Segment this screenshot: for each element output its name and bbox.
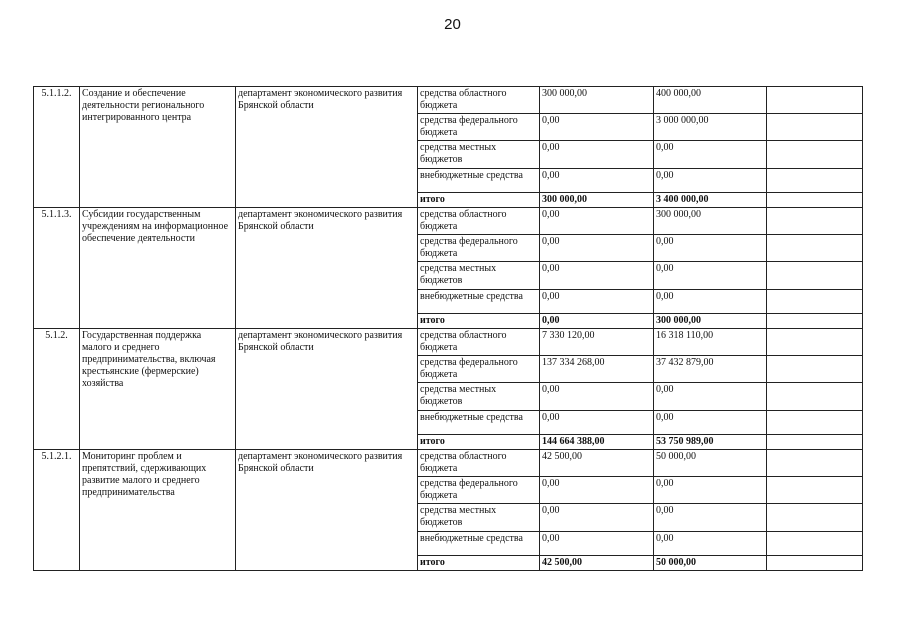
- amount-col2: 0,00: [654, 411, 767, 435]
- amount-col2: 400 000,00: [654, 87, 767, 114]
- item-executor: департамент экономического развития Брянской области: [236, 208, 418, 329]
- amount-col1: 0,00: [540, 314, 654, 329]
- amount-col1: 144 664 388,00: [540, 435, 654, 450]
- funding-source: средства федерального бюджета: [418, 477, 540, 504]
- amount-col1: 300 000,00: [540, 87, 654, 114]
- item-name: Мониторинг проблем и препятствий, сдерживающих развитие малого и среднего предпринимательства: [80, 450, 236, 571]
- amount-col2: 16 318 110,00: [654, 329, 767, 356]
- amount-col1: 0,00: [540, 411, 654, 435]
- amount-col2: 0,00: [654, 290, 767, 314]
- funding-source: средства областного бюджета: [418, 450, 540, 477]
- amount-col3: [767, 435, 863, 450]
- funding-source: средства местных бюджетов: [418, 383, 540, 411]
- item-name: Субсидии государственным учреждениям на информационное обеспечение деятельности: [80, 208, 236, 329]
- item-number: 5.1.1.2.: [34, 87, 80, 208]
- amount-col3: [767, 329, 863, 356]
- funding-source: средства областного бюджета: [418, 208, 540, 235]
- amount-col2: 37 432 879,00: [654, 356, 767, 383]
- amount-col2: 0,00: [654, 504, 767, 532]
- amount-col2: 0,00: [654, 477, 767, 504]
- funding-row: [34, 208, 863, 235]
- funding-source: итого: [418, 435, 540, 450]
- amount-col1: 0,00: [540, 532, 654, 556]
- amount-col2: 50 000,00: [654, 556, 767, 571]
- item-number: 5.1.2.1.: [34, 450, 80, 571]
- funding-source: итого: [418, 314, 540, 329]
- amount-col3: [767, 262, 863, 290]
- funding-source: средства федерального бюджета: [418, 114, 540, 141]
- funding-row: [34, 87, 863, 114]
- funding-source: средства федерального бюджета: [418, 356, 540, 383]
- funding-source: внебюджетные средства: [418, 290, 540, 314]
- amount-col1: 0,00: [540, 114, 654, 141]
- amount-col2: 0,00: [654, 169, 767, 193]
- amount-col1: 0,00: [540, 504, 654, 532]
- amount-col1: 0,00: [540, 141, 654, 169]
- amount-col2: 0,00: [654, 235, 767, 262]
- amount-col3: [767, 114, 863, 141]
- amount-col3: [767, 411, 863, 435]
- funding-source: итого: [418, 556, 540, 571]
- amount-col3: [767, 235, 863, 262]
- budget-table-body: [34, 87, 863, 571]
- amount-col1: 0,00: [540, 477, 654, 504]
- amount-col1: 0,00: [540, 169, 654, 193]
- funding-source: средства местных бюджетов: [418, 262, 540, 290]
- funding-source: внебюджетные средства: [418, 169, 540, 193]
- amount-col1: 42 500,00: [540, 450, 654, 477]
- funding-source: внебюджетные средства: [418, 532, 540, 556]
- amount-col2: 0,00: [654, 262, 767, 290]
- amount-col3: [767, 169, 863, 193]
- amount-col1: 0,00: [540, 383, 654, 411]
- funding-source: внебюджетные средства: [418, 411, 540, 435]
- amount-col1: 0,00: [540, 235, 654, 262]
- amount-col3: [767, 504, 863, 532]
- funding-source: итого: [418, 193, 540, 208]
- amount-col2: 0,00: [654, 141, 767, 169]
- funding-source: средства областного бюджета: [418, 87, 540, 114]
- amount-col3: [767, 556, 863, 571]
- amount-col2: 53 750 989,00: [654, 435, 767, 450]
- amount-col2: 3 000 000,00: [654, 114, 767, 141]
- amount-col3: [767, 290, 863, 314]
- amount-col2: 0,00: [654, 383, 767, 411]
- amount-col1: 7 330 120,00: [540, 329, 654, 356]
- item-number: 5.1.2.: [34, 329, 80, 450]
- funding-source: средства областного бюджета: [418, 329, 540, 356]
- amount-col2: 300 000,00: [654, 314, 767, 329]
- funding-source: средства местных бюджетов: [418, 141, 540, 169]
- amount-col3: [767, 208, 863, 235]
- funding-row: [34, 329, 863, 356]
- item-name: Государственная поддержка малого и среднего предпринимательства, включая крестьянские (фермерские) хозяйства: [80, 329, 236, 450]
- amount-col3: [767, 87, 863, 114]
- amount-col3: [767, 532, 863, 556]
- amount-col3: [767, 477, 863, 504]
- amount-col1: 300 000,00: [540, 193, 654, 208]
- item-executor: департамент экономического развития Брянской области: [236, 87, 418, 208]
- amount-col1: 42 500,00: [540, 556, 654, 571]
- funding-source: средства федерального бюджета: [418, 235, 540, 262]
- item-executor: департамент экономического развития Брянской области: [236, 329, 418, 450]
- page-number: 20: [444, 16, 461, 33]
- amount-col3: [767, 141, 863, 169]
- item-number: 5.1.1.3.: [34, 208, 80, 329]
- amount-col2: 50 000,00: [654, 450, 767, 477]
- amount-col1: 0,00: [540, 262, 654, 290]
- amount-col3: [767, 314, 863, 329]
- item-name: Создание и обеспечение деятельности регионального интегрированного центра: [80, 87, 236, 208]
- amount-col1: 0,00: [540, 208, 654, 235]
- amount-col2: 300 000,00: [654, 208, 767, 235]
- amount-col3: [767, 356, 863, 383]
- amount-col3: [767, 383, 863, 411]
- amount-col3: [767, 193, 863, 208]
- amount-col1: 0,00: [540, 290, 654, 314]
- budget-table: [33, 86, 863, 571]
- amount-col2: 3 400 000,00: [654, 193, 767, 208]
- item-executor: департамент экономического развития Брянской области: [236, 450, 418, 571]
- amount-col2: 0,00: [654, 532, 767, 556]
- amount-col3: [767, 450, 863, 477]
- amount-col1: 137 334 268,00: [540, 356, 654, 383]
- funding-row: [34, 450, 863, 477]
- funding-source: средства местных бюджетов: [418, 504, 540, 532]
